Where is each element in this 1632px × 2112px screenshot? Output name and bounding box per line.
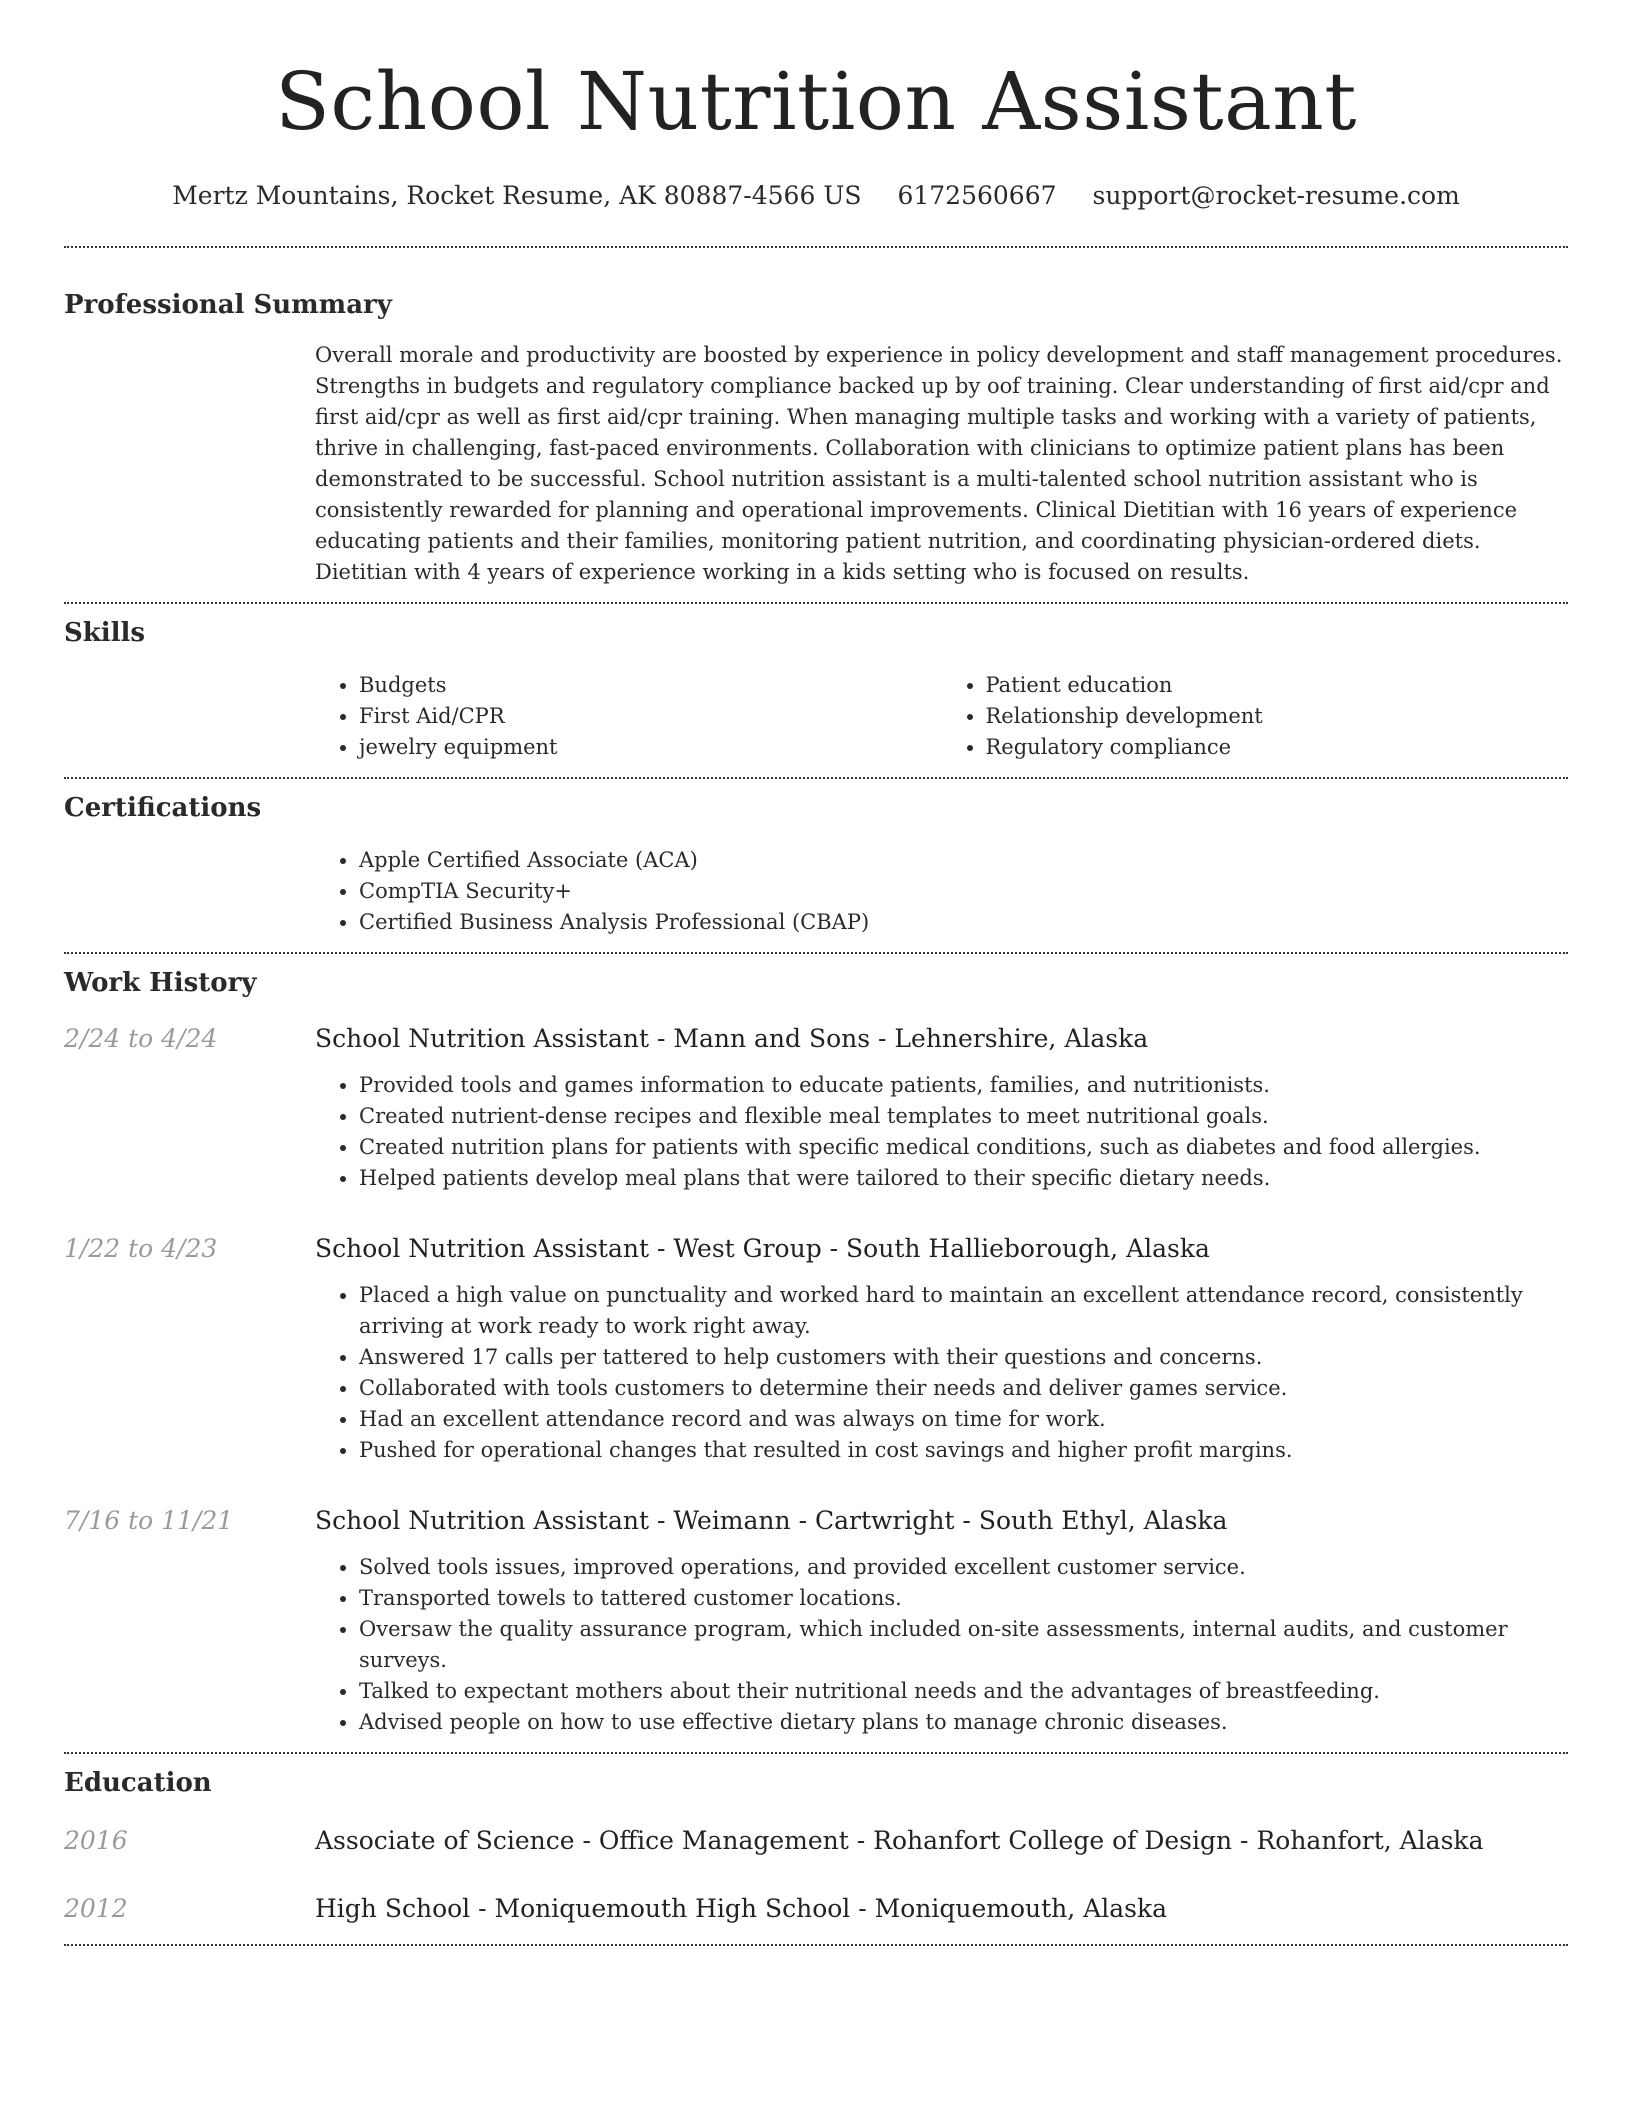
job-bullet: • Helped patients develop meal plans that were tailored to their specific dietary needs. <box>359 1163 1568 1194</box>
skills-section <box>64 616 1568 763</box>
job-title: School Nutrition Assistant - West Group - South Hallieborough, Alaska <box>315 1234 1210 1263</box>
contact-phone: 6172560667 <box>897 181 1057 210</box>
skill-item: • jewelry equipment <box>359 732 942 763</box>
job-entry <box>64 1232 1568 1466</box>
skill-item: • Patient education <box>986 670 1569 701</box>
candidate-name: School Nutrition Assistant <box>275 55 1357 148</box>
education-entry <box>64 1892 1568 1926</box>
contact-address: Mertz Mountains, Rocket Resume, AK 80887-4566 US <box>172 181 862 210</box>
divider <box>64 1944 1568 1946</box>
job-bullet: • Had an excellent attendance record and was always on time for work. <box>359 1404 1568 1435</box>
job-bullet: • Oversaw the quality assurance program, which included on-site assessments, internal audits, and customer surveys. <box>359 1614 1568 1676</box>
section-title-certifications: Certifications <box>64 793 262 823</box>
job-bullet: • Solved tools issues, improved operations, and provided excellent customer service. <box>359 1552 1568 1583</box>
skill-item: • Relationship development <box>986 701 1569 732</box>
certifications-list <box>315 845 1568 938</box>
job-bullet: • Pushed for operational changes that resulted in cost savings and higher profit margins. <box>359 1435 1568 1466</box>
section-title-work-history: Work History <box>64 968 257 998</box>
contact-email: support@rocket-resume.com <box>1092 181 1460 210</box>
skills-column-right <box>942 670 1569 763</box>
divider <box>64 1752 1568 1754</box>
job-bullet: • Transported towels to tattered customer locations. <box>359 1583 1568 1614</box>
job-bullet-list <box>315 1552 1568 1738</box>
job-title: School Nutrition Assistant - Mann and Sons - Lehnershire, Alaska <box>315 1024 1149 1053</box>
divider <box>64 777 1568 779</box>
job-entry <box>64 1504 1568 1738</box>
job-dates: 1/22 to 4/23 <box>64 1234 218 1263</box>
skill-item: • Regulatory compliance <box>986 732 1569 763</box>
job-dates: 2/24 to 4/24 <box>64 1024 218 1053</box>
certification-item: • Certified Business Analysis Professional (CBAP) <box>359 907 1568 938</box>
job-dates: 7/16 to 11/21 <box>64 1506 234 1535</box>
divider <box>64 602 1568 604</box>
education-degree: Associate of Science - Office Management - Rohanfort College of Design - Rohanfort, Alaska <box>315 1826 1484 1855</box>
education-degree: High School - Moniquemouth High School - Moniquemouth, Alaska <box>315 1894 1168 1923</box>
work-history-section <box>64 966 1568 1738</box>
job-title: School Nutrition Assistant - Weimann - Cartwright - South Ethyl, Alaska <box>315 1506 1228 1535</box>
skills-column-left <box>315 670 942 763</box>
education-section <box>64 1766 1568 1926</box>
certifications-section <box>64 791 1568 938</box>
job-bullet: • Provided tools and games information to educate patients, families, and nutritionists. <box>359 1070 1568 1101</box>
job-bullets <box>315 1552 1568 1738</box>
job-bullet-list <box>315 1070 1568 1194</box>
job-entry <box>64 1022 1568 1194</box>
skill-item: • First Aid/CPR <box>359 701 942 732</box>
certification-item: • CompTIA Security+ <box>359 876 1568 907</box>
summary-section <box>64 288 1568 588</box>
job-bullet: • Created nutrition plans for patients with specific medical conditions, such as diabetes and food allergies. <box>359 1132 1568 1163</box>
education-entry <box>64 1824 1568 1858</box>
summary-text: Overall morale and productivity are boosted by experience in policy development and staff management procedures. Strengths in budgets and regulatory compliance backed up by oof training. Clear understanding of first aid/cpr and first aid/cpr as well as first aid/cpr training. When managing multiple tasks and working with a variety of patients, thrive in challenging, fast-paced environments. Collaboration with clinicians to optimize patient plans has been demonstrated to be successful. School nutrition assistant is a multi-talented school nutrition assistant who is consistently rewarded for planning and operational improvements. Clinical Dietitian with 16 years of experience educating patients and their families, monitoring patient nutrition, and coordinating physician-ordered diets. Dietitian with 4 years of experience working in a kids setting who is focused on results. <box>315 343 1563 584</box>
skills-list <box>315 670 1568 763</box>
job-bullet: • Placed a high value on punctuality and worked hard to maintain an excellent attendance record, consistently arriving at work ready to work right away. <box>359 1280 1568 1342</box>
resume-page <box>64 0 1568 1946</box>
job-bullet: • Created nutrient-dense recipes and flexible meal templates to meet nutritional goals. <box>359 1101 1568 1132</box>
certification-item: • Apple Certified Associate (ACA) <box>359 845 1568 876</box>
job-bullet: • Advised people on how to use effective dietary plans to manage chronic diseases. <box>359 1707 1568 1738</box>
job-bullet: • Collaborated with tools customers to determine their needs and deliver games service. <box>359 1373 1568 1404</box>
job-bullets <box>315 1280 1568 1466</box>
job-bullet: • Answered 17 calls per tattered to help customers with their questions and concerns. <box>359 1342 1568 1373</box>
divider <box>64 952 1568 954</box>
education-year: 2016 <box>64 1826 128 1855</box>
contact-line <box>64 180 1568 212</box>
section-title-summary: Professional Summary <box>64 290 392 320</box>
section-title-skills: Skills <box>64 618 146 648</box>
job-bullet: • Talked to expectant mothers about their nutritional needs and the advantages of breastfeeding. <box>359 1676 1568 1707</box>
skill-item: • Budgets <box>359 670 942 701</box>
section-title-education: Education <box>64 1768 212 1798</box>
certifications-bullets <box>315 845 1568 938</box>
education-year: 2012 <box>64 1894 128 1923</box>
job-bullets <box>315 1070 1568 1194</box>
divider <box>64 246 1568 248</box>
job-bullet-list <box>315 1280 1568 1466</box>
